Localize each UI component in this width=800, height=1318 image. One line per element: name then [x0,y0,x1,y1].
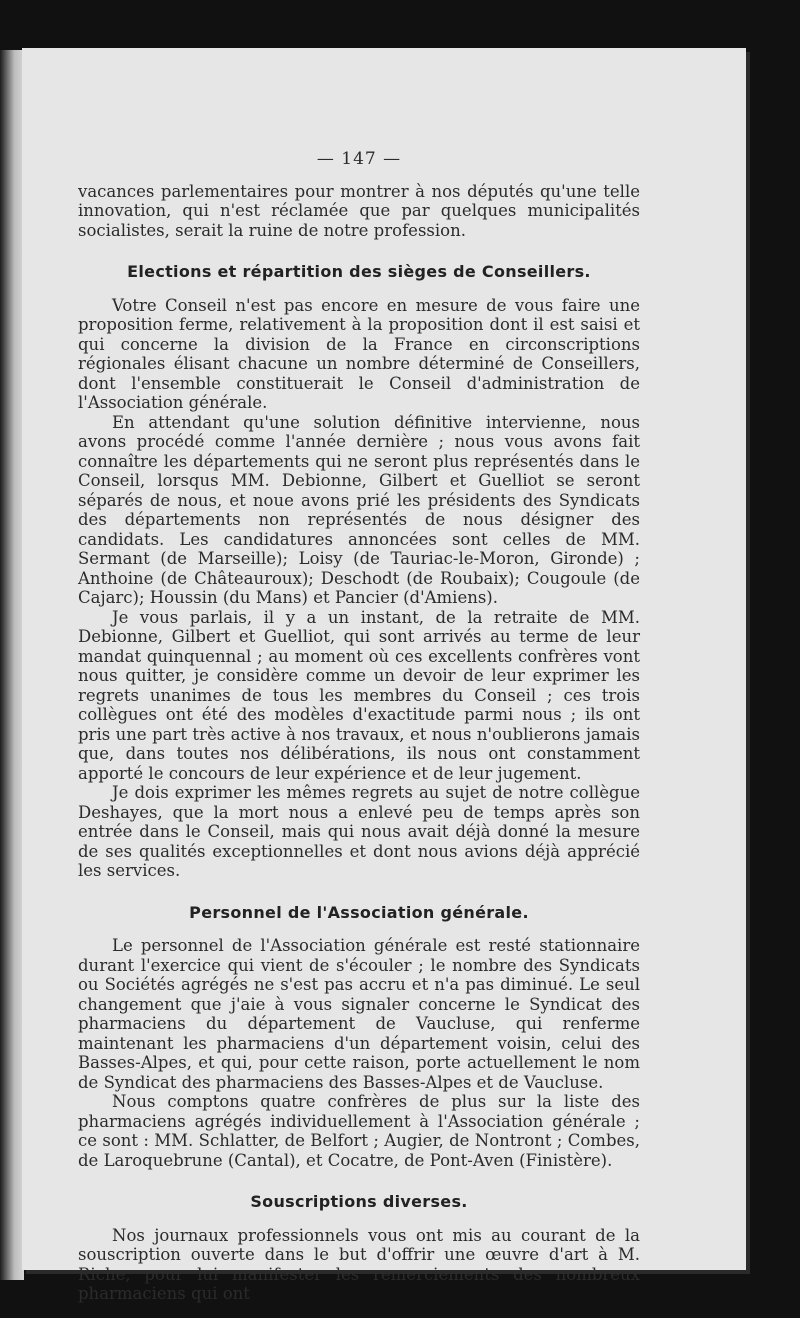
intro-paragraph: vacances parlementaires pour montrer à nos députés qu'une telle innovation, qui n'est réclamée que par quelques municipalités socialistes, serait la ruine de notre profession. [78,181,640,240]
page-number: — 147 — [316,149,402,169]
paragraph: Je vous parlais, il y a un instant, de la retraite de MM. Debionne, Gilbert et Guelliot, qui sont arrivés au terme de leur mandat quinquennal ; au moment où ces excellents confrères vont nous quitter, je considère comme un devoir de leur exprimer les regrets unanimes de tous les membres du Conseil ; ces trois collègues ont été des modèles d'exactitude parmi nous ; ils ont pris une part très active à nos travaux, et nous n'oublierons jamais que, dans toutes nos délibérations, ils nous ont constamment apporté le concours de leur expérience et de leur jugement. [78,607,640,783]
paragraph: Je dois exprimer les mêmes regrets au sujet de notre collègue Deshayes, que la mort nous a enlevé peu de temps après son entrée dans le Conseil, mais qui nous avait déjà donné la mesure de ses qualités exceptionnelles et dont nous avions déjà apprécié les services. [78,783,640,880]
section-heading-elections: Elections et répartition des sièges de Conseillers. [127,262,591,281]
book-spine-shadow [0,50,24,1280]
paragraph: Votre Conseil n'est pas encore en mesure de vous faire une proposition ferme, relativement à la proposition dont il est saisi et qui concerne la division de la France en circonscriptions régionales élisant chacune un nombre déterminé de Conseillers, dont l'ensemble constituerait le Conseil d'administration de l'Association générale. [78,295,640,412]
section-heading-personnel: Personnel de l'Association générale. [189,902,529,922]
paragraph: Nous comptons quatre confrères de plus sur la liste des pharmaciens agrégés individuellement à l'Association générale ; ce sont : MM. Schlatter, de Belfort ; Augier, de Nontront ; Combes, de Laroquebrune (Cantal), et Cocatre, de Pont-Aven (Finistère). [78,1092,640,1170]
section-heading-souscriptions: Souscriptions diverses. [250,1192,468,1211]
paragraph: Le personnel de l'Association générale est resté stationnaire durant l'exercice qui vient de s'écouler ; le nombre des Syndicats ou Sociétés agrégés ne s'est pas accru et n'a pas diminué. Le seul changement que j'aie à vous signaler concerne le Syndicat des pharmaciens du département de Vaucluse, qui renferme maintenant les pharmaciens d'un département voisin, celui des Basses-Alpes, et qui, pour cette raison, porte actuellement le nom de Syndicat des pharmaciens des Basses-Alpes et de Vaucluse. [78,936,640,1092]
page-text-block [78,150,640,1304]
paragraph: En attendant qu'une solution définitive intervienne, nous avons procédé comme l'année dernière ; nous vous avons fait connaître les départements qui ne seront plus représentés dans le Conseil, lorsqus MM. Debionne, Gilbert et Guelliot se seront séparés de nous, et noue avons prié les présidents des Syndicats des départements non représentés de nous désigner des candidats. Les candidatures annoncées sont celles de MM. Sermant (de Marseille); Loisy (de Tauriac-le-Moron, Gironde) ; Anthoine (de Châteauroux); Deschodt (de Roubaix); Cougoule (de Cajarc); Houssin (du Mans) et Pancier (d'Amiens). [78,412,640,607]
paragraph: Nos journaux professionnels vous ont mis au courant de la souscription ouverte dans le but d'offrir une œuvre d'art à M. Riche, pour lui manifester les remerciements des nombreux pharmaciens qui ont [78,1225,640,1303]
